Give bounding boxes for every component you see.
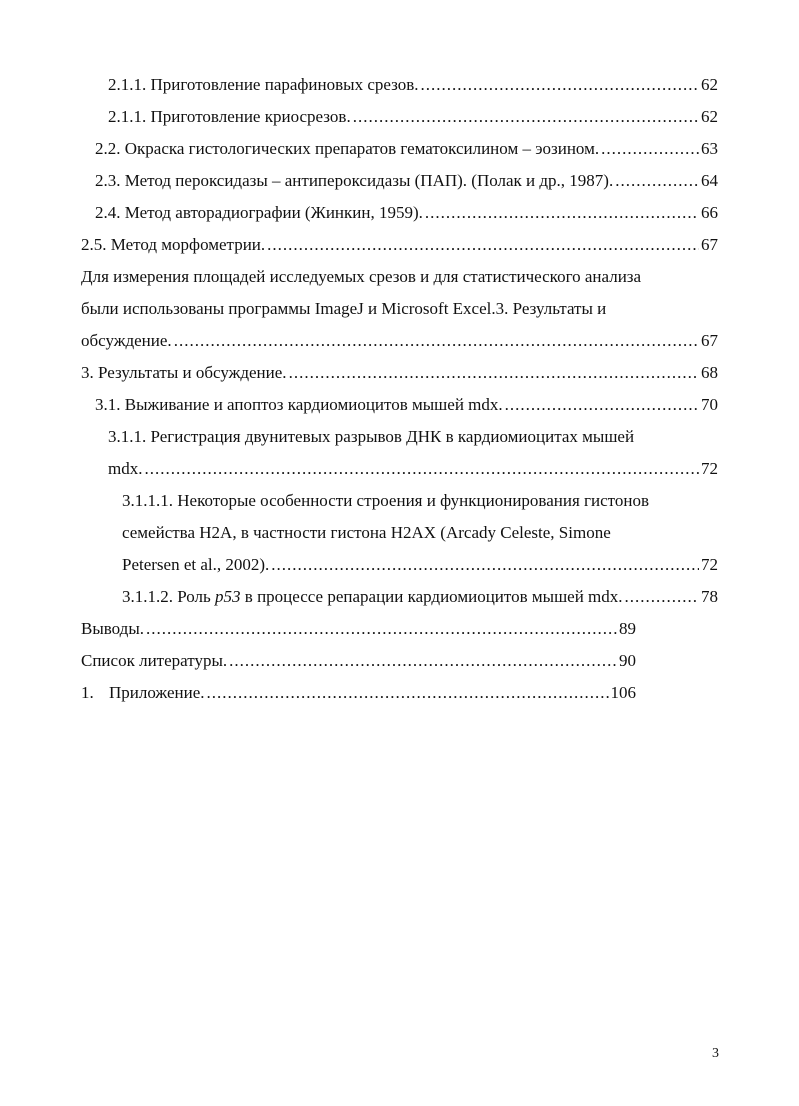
toc-leader-dots bbox=[229, 649, 617, 673]
toc-entry-page: 67 bbox=[701, 235, 718, 254]
toc-entry-label: mdx. bbox=[108, 459, 143, 478]
toc-entry-label: обсуждение. bbox=[81, 331, 172, 350]
toc-entry-page: 106 bbox=[610, 683, 636, 702]
toc-entry-label: Список литературы. bbox=[81, 651, 228, 670]
toc-entry-number: 1. bbox=[81, 683, 94, 702]
toc-entry[interactable] bbox=[122, 585, 718, 609]
toc-entry-italic-term: p53 bbox=[215, 587, 241, 606]
toc-entry[interactable] bbox=[108, 457, 718, 481]
toc-entry-label bbox=[122, 585, 623, 609]
toc-entry-page: 78 bbox=[701, 587, 718, 606]
toc-entry-label: 2.2. Окраска гистологических препаратов гематоксилином – эозином. bbox=[95, 139, 600, 158]
toc-entry[interactable] bbox=[81, 329, 718, 353]
toc-entry-page: 64 bbox=[701, 171, 718, 190]
toc-leader-dots bbox=[207, 681, 609, 705]
toc-entry[interactable] bbox=[95, 393, 718, 417]
toc-entry-page: 72 bbox=[701, 555, 718, 574]
toc-entry-label: 3.1. Выживание и апоптоз кардиомиоцитов мышей mdx. bbox=[95, 395, 503, 414]
toc-entry-page: 62 bbox=[701, 107, 718, 126]
toc-entry[interactable] bbox=[95, 169, 718, 193]
toc-entry-page: 70 bbox=[701, 395, 718, 414]
toc-entry-page: 89 bbox=[619, 619, 636, 638]
toc-entry[interactable] bbox=[81, 361, 718, 385]
toc-leader-dots bbox=[505, 393, 699, 417]
toc-entry-text-line: Для измерения площадей исследуемых срезов и для статистического анализа bbox=[81, 267, 642, 286]
toc-entry-text-line: семейства H2A, в частности гистона H2AX (Arcady Celeste, Simone bbox=[122, 523, 611, 542]
toc-entry-label-text: Приложение. bbox=[109, 683, 205, 702]
toc-leader-dots bbox=[421, 73, 699, 97]
toc-entry-label: Выводы. bbox=[81, 619, 145, 638]
toc-leader-dots bbox=[146, 617, 617, 641]
toc-leader-dots bbox=[144, 457, 699, 481]
toc-entry-label: 2.5. Метод морфометрии. bbox=[81, 235, 266, 254]
toc-entry-text-line: 3.1.1.1. Некоторые особенности строения и функционирования гистонов bbox=[122, 491, 649, 510]
toc-entry-text-line: 3.1.1. Регистрация двунитевых разрывов ДНК в кардиомиоцитах мышей bbox=[108, 427, 635, 446]
toc-entry-text-line: были использованы программы ImageJ и Microsoft Excel.3. Результаты и bbox=[81, 299, 607, 318]
toc-entry-page: 66 bbox=[701, 203, 718, 222]
toc-leader-dots bbox=[425, 201, 699, 225]
toc-leader-dots bbox=[615, 169, 699, 193]
toc-entry-label: 2.1.1. Приготовление криосрезов. bbox=[108, 107, 351, 126]
toc-entry[interactable] bbox=[108, 73, 718, 97]
toc-entry-label: 2.1.1. Приготовление парафиновых срезов. bbox=[108, 75, 419, 94]
toc-leader-dots bbox=[353, 105, 699, 129]
toc-entry-page: 72 bbox=[701, 459, 718, 478]
toc-leader-dots bbox=[625, 585, 699, 609]
toc-entry[interactable] bbox=[95, 201, 718, 225]
toc-leader-dots bbox=[174, 329, 699, 353]
toc-entry-page: 63 bbox=[701, 139, 718, 158]
toc-entry[interactable] bbox=[81, 617, 636, 641]
toc-entry-label-rest: в процессе репарации кардиомиоцитов мышей mdx. bbox=[240, 587, 623, 606]
toc-entry-label bbox=[81, 681, 205, 705]
toc-entry-label: Petersen et al., 2002). bbox=[122, 555, 270, 574]
toc-entry[interactable] bbox=[108, 105, 718, 129]
toc-entry-page: 67 bbox=[701, 331, 718, 350]
toc-leader-dots bbox=[267, 233, 699, 257]
toc-entry[interactable] bbox=[81, 681, 636, 705]
toc-leader-dots bbox=[271, 553, 699, 577]
toc-entry-page: 68 bbox=[701, 363, 718, 382]
toc-entry-label: 2.4. Метод авторадиографии (Жинкин, 1959). bbox=[95, 203, 423, 222]
toc-entry[interactable] bbox=[81, 233, 718, 257]
toc-entry-label: 3. Результаты и обсуждение. bbox=[81, 363, 287, 382]
toc-entry[interactable] bbox=[122, 553, 718, 577]
toc-entry-page: 90 bbox=[619, 651, 636, 670]
toc-entry-page: 62 bbox=[701, 75, 718, 94]
toc-entry-label: 2.3. Метод пероксидазы – антипероксидазы (ПАП). (Полак и др., 1987). bbox=[95, 171, 614, 190]
toc-entry[interactable] bbox=[81, 649, 636, 673]
toc-leader-dots bbox=[289, 361, 699, 385]
toc-entry[interactable] bbox=[95, 137, 718, 161]
toc-leader-dots bbox=[601, 137, 699, 161]
toc-entry-prefix: 3.1.1.2. Роль bbox=[122, 587, 216, 606]
page-number: 3 bbox=[712, 1046, 719, 1061]
